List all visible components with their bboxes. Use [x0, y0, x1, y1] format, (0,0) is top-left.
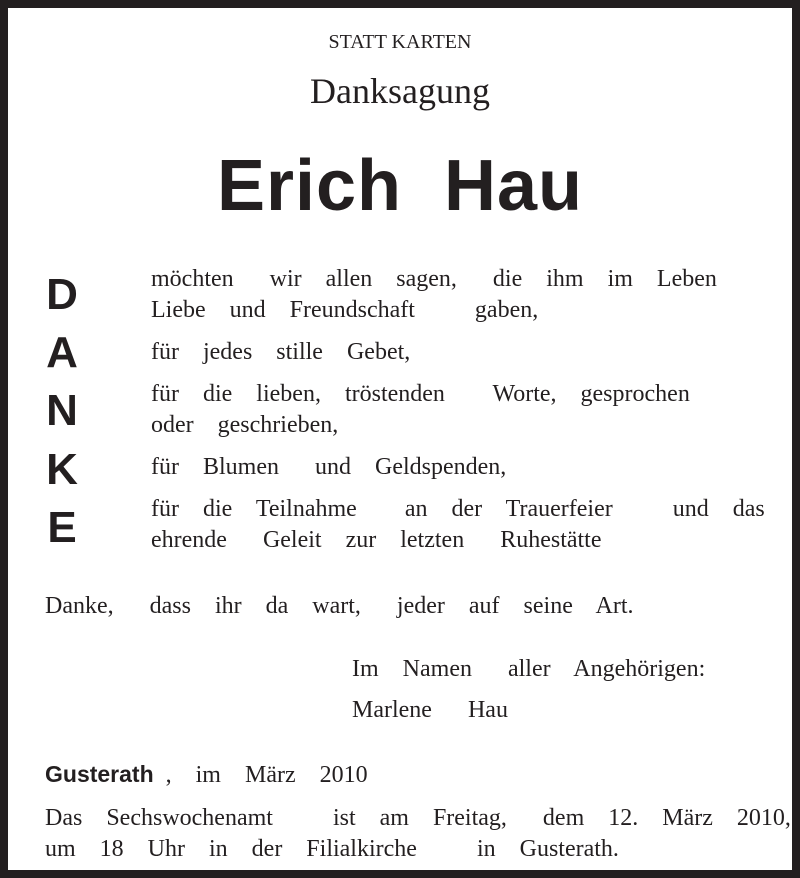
signature-heading: Im Namen aller Angehörigen: — [352, 656, 706, 682]
place-date: , im März 2010 — [153, 762, 368, 788]
statt-karten-label: STATT KARTEN — [328, 31, 472, 53]
thanks-line: für die Teilnahme an der Trauerfeier und das — [151, 496, 765, 522]
closing-line: Danke, dass ihr da wart, jeder auf seine Art. — [45, 593, 634, 619]
danke-letter: E — [47, 503, 77, 552]
danke-letter: D — [46, 270, 78, 319]
thanks-line: Liebe und Freundschaft gaben, — [151, 297, 539, 323]
thanks-line: möchten wir allen sagen, die ihm im Leben — [151, 266, 717, 292]
danke-letter: A — [46, 328, 78, 377]
danksagung-heading: Danksagung — [310, 71, 490, 111]
service-notice-line: Das Sechswochenamt ist am Freitag, dem 12. März 2010, — [45, 805, 791, 831]
place-town: Gusterath — [45, 761, 154, 787]
service-notice-line: um 18 Uhr in der Filialkirche in Gusterath. — [45, 836, 619, 862]
signature-name: Marlene Hau — [352, 697, 508, 723]
thanks-line: für die lieben, tröstenden Worte, gesprochen — [151, 381, 690, 407]
danke-letter: N — [46, 386, 78, 435]
thanks-line: oder geschrieben, — [151, 412, 339, 438]
thanks-line: für jedes stille Gebet, — [151, 339, 411, 365]
thanks-line: ehrende Geleit zur letzten Ruhestätte — [151, 527, 602, 553]
thanks-line: für Blumen und Geldspenden, — [151, 454, 507, 480]
deceased-name: Erich Hau — [216, 146, 584, 226]
danke-letter: K — [46, 445, 78, 494]
place-date-line — [45, 759, 368, 791]
